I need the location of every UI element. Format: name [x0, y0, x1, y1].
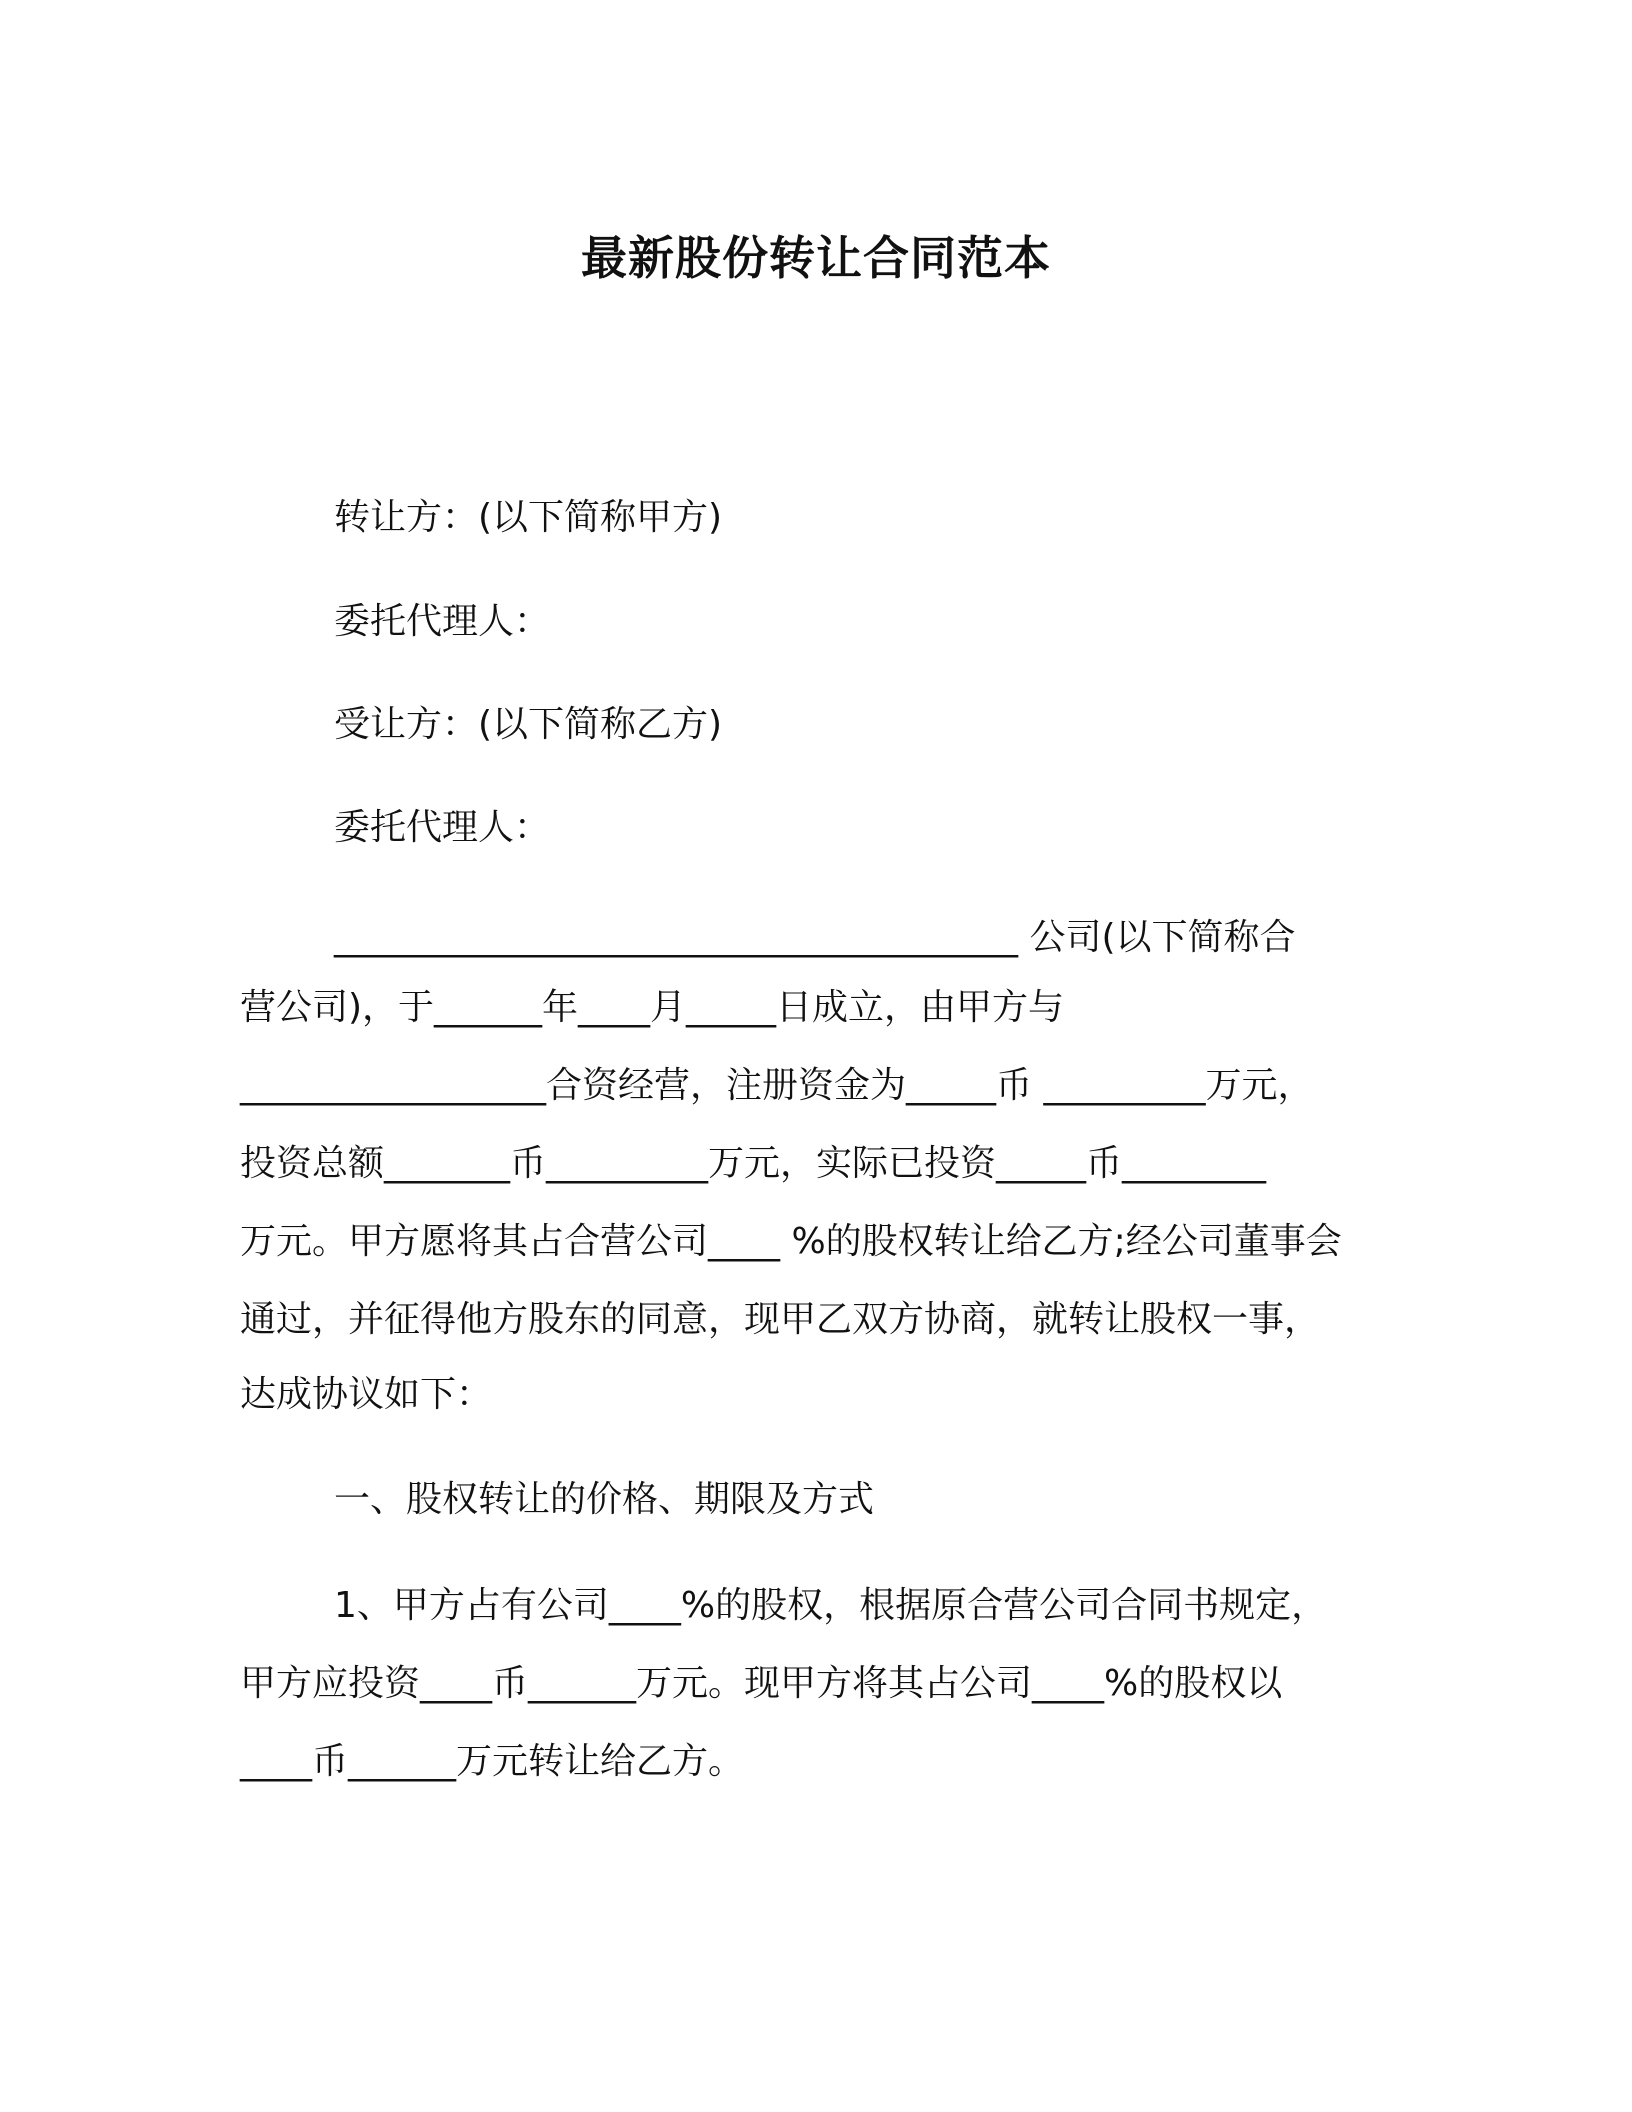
preamble-line: 通过，并征得他方股东的同意，现甲乙双方协商，就转让股权一事， — [240, 1299, 1321, 1340]
section-heading: 一、股权转让的价格、期限及方式 — [334, 1479, 875, 1520]
preamble-line: 达成协议如下： — [240, 1374, 493, 1415]
preamble-line: ______________________________________ 公司(以下简称合 — [334, 917, 1296, 958]
preamble-line: 投资总额_______币_________万元，实际已投资_____币________ — [240, 1143, 1267, 1184]
transferee-line: 受让方：(以下简称乙方) — [334, 704, 723, 745]
document-title: 最新股份转让合同范本 — [581, 231, 1051, 285]
preamble-line: 万元。甲方愿将其占合营公司____ %的股权转让给乙方;经公司董事会 — [240, 1221, 1342, 1262]
clause-line: 甲方应投资____币______万元。现甲方将其占公司____%的股权以 — [240, 1663, 1283, 1704]
preamble-line: _________________合资经营，注册资金为_____币 _________万元， — [240, 1065, 1314, 1106]
transferor-agent-line: 委托代理人： — [334, 601, 551, 642]
clause-line: ____币______万元转让给乙方。 — [240, 1741, 745, 1782]
transferor-line: 转让方：(以下简称甲方) — [334, 497, 723, 538]
clause-line: 1、甲方占有公司____%的股权，根据原合营公司合同书规定， — [334, 1585, 1328, 1626]
transferee-agent-line: 委托代理人： — [334, 807, 551, 848]
preamble-line: 营公司)，于______年____月_____日成立，由甲方与 — [240, 987, 1065, 1028]
